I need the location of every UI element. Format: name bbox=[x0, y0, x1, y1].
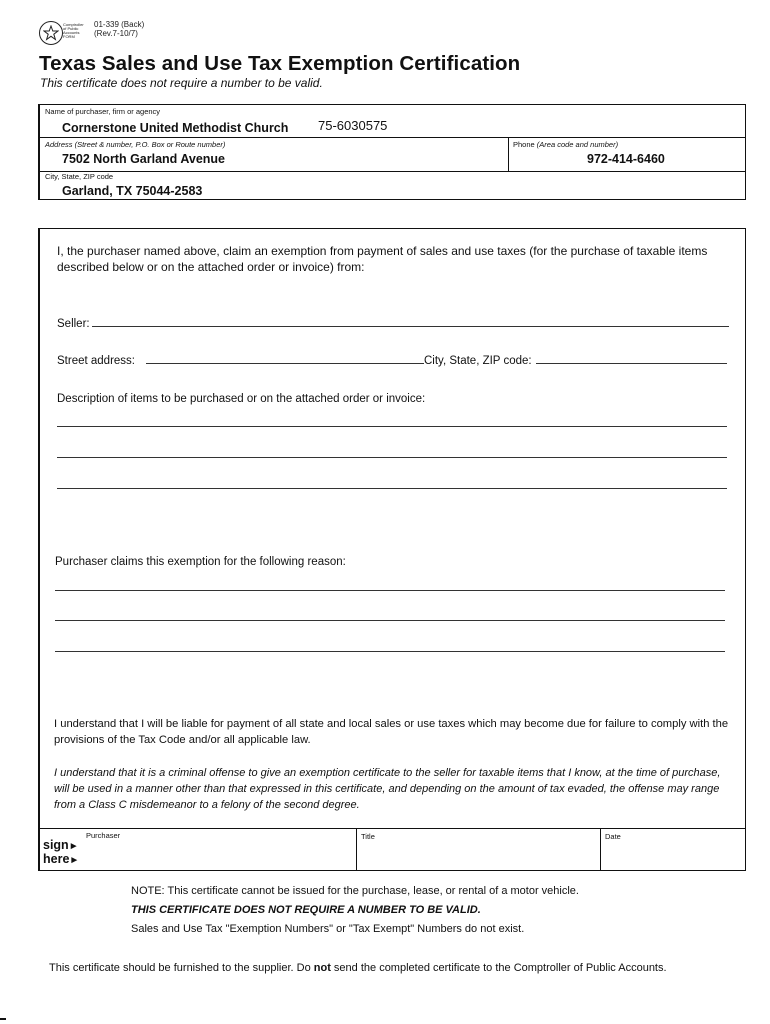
scan-mark bbox=[0, 1018, 6, 1020]
phone-field[interactable]: 972-414-6460 bbox=[587, 152, 665, 166]
note-motor-vehicle: NOTE: This certificate cannot be issued for the purchase, lease, or rental of a motor vehicle. bbox=[131, 885, 579, 897]
comptroller-seal-icon bbox=[39, 21, 63, 45]
city-label: City, State, ZIP code bbox=[45, 172, 114, 181]
reason-line-2[interactable] bbox=[55, 620, 725, 621]
purchaser-name-field[interactable]: Cornerstone United Methodist Church bbox=[62, 121, 289, 135]
divider bbox=[40, 137, 745, 138]
form-number: 01-339 (Back) (Rev.7-10/7) bbox=[94, 20, 145, 38]
divider bbox=[356, 828, 357, 871]
divider bbox=[600, 828, 601, 871]
claim-intro: I, the purchaser named above, claim an exemption from payment of sales and use taxes (for the purchase of taxable items described below or on the attached order or invoice) from: bbox=[57, 244, 708, 274]
date-field[interactable] bbox=[604, 841, 742, 869]
sign-here-marker: sign► here► bbox=[43, 838, 80, 866]
description-label: Description of items to be purchased or on the attached order or invoice: bbox=[57, 393, 426, 405]
city-state-zip-field[interactable] bbox=[536, 363, 727, 364]
street-address-field[interactable] bbox=[146, 363, 424, 364]
purchaser-name-label: Name of purchaser, firm or agency bbox=[45, 107, 161, 116]
title-label: Title bbox=[361, 832, 375, 841]
street-address-label: Street address: bbox=[57, 355, 135, 367]
agency-name: Comptroller of Public Accounts FORM bbox=[63, 22, 84, 39]
divider bbox=[40, 171, 745, 172]
note-exemption-numbers: Sales and Use Tax "Exemption Numbers" or "Tax Exempt" Numbers do not exist. bbox=[131, 923, 525, 935]
arrow-right-icon: ► bbox=[69, 855, 80, 866]
date-label: Date bbox=[605, 832, 621, 841]
tax-id-field[interactable]: 75-6030575 bbox=[318, 118, 388, 133]
purchaser-signature-label: Purchaser bbox=[86, 831, 121, 840]
divider bbox=[508, 137, 509, 171]
note-no-number-required: THIS CERTIFICATE DOES NOT REQUIRE A NUMBER TO BE VALID. bbox=[131, 904, 481, 916]
description-line-2[interactable] bbox=[57, 457, 727, 458]
title-field[interactable] bbox=[360, 841, 595, 869]
purchaser-signature-field[interactable] bbox=[80, 841, 350, 869]
offense-warning: I understand that it is a criminal offense to give an exemption certificate to the seller for taxable items that I know, at the time of purchase, will be used in a manner other than that expressed in this certificate, and depending on the amount of tax evaded, the offense may range from a Class C misdemeanor to a felony of the second degree. bbox=[54, 767, 721, 811]
divider bbox=[40, 828, 745, 829]
city-state-zip-label: City, State, ZIP code: bbox=[424, 355, 532, 367]
seller-field[interactable] bbox=[92, 326, 729, 327]
exemption-claim-box bbox=[38, 228, 746, 871]
reason-line-3[interactable] bbox=[55, 651, 725, 652]
reason-label: Purchaser claims this exemption for the following reason: bbox=[55, 556, 346, 568]
reason-line-1[interactable] bbox=[55, 590, 725, 591]
purchaser-info-box bbox=[38, 104, 746, 200]
city-field[interactable]: Garland, TX 75044-2583 bbox=[62, 184, 203, 198]
liability-statement: I understand that I will be liable for payment of all state and local sales or use taxes which may become due for failure to comply with the provisions of the Tax Code and/or all applicable law. bbox=[54, 718, 729, 746]
page-title: Texas Sales and Use Tax Exemption Certification bbox=[39, 52, 521, 75]
footer-instruction: This certificate should be furnished to the supplier. Do not send the completed certificate to the Comptroller of Public Accounts. bbox=[49, 962, 667, 974]
page-subtitle: This certificate does not require a number to be valid. bbox=[40, 76, 323, 90]
description-line-3[interactable] bbox=[57, 488, 727, 489]
phone-label: Phone (Area code and number) bbox=[513, 140, 619, 149]
address-label: Address (Street & number, P.O. Box or Route number) bbox=[45, 140, 226, 149]
arrow-right-icon: ► bbox=[68, 841, 79, 852]
seller-label: Seller: bbox=[57, 318, 90, 330]
description-line-1[interactable] bbox=[57, 426, 727, 427]
address-field[interactable]: 7502 North Garland Avenue bbox=[62, 152, 226, 166]
